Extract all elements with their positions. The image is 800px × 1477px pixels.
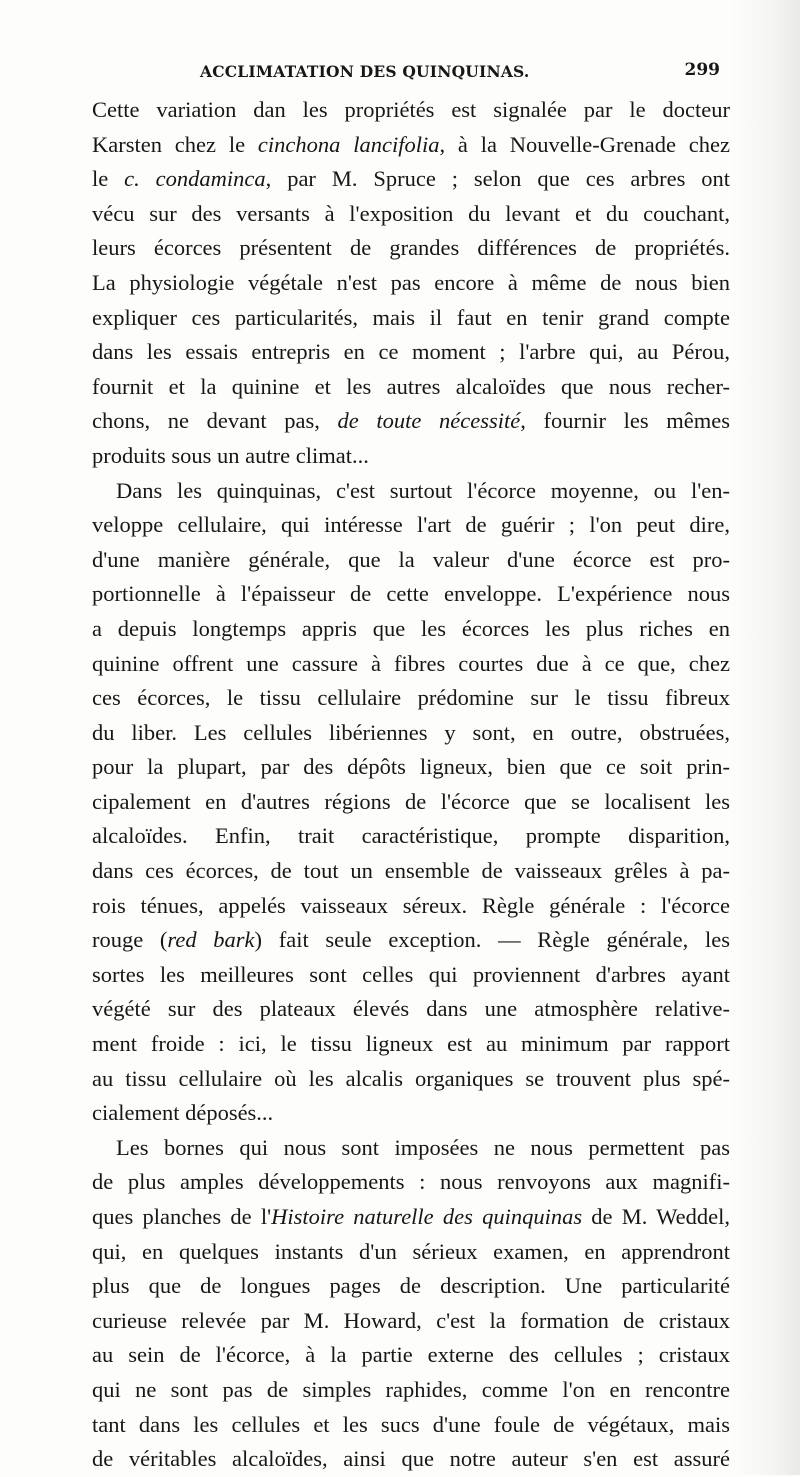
italic-text: de toute nécessité — [337, 408, 521, 434]
text-line — [92, 923, 730, 958]
line-text: Les bornes qui nous sont imposées ne nous permettent pas — [116, 1134, 730, 1160]
italic-text: c. condaminca — [124, 166, 266, 192]
text-line — [92, 1408, 730, 1443]
page-number: 299 — [684, 60, 720, 80]
line-text: le — [92, 166, 125, 192]
line-text: qui, en quelques instants d'un sérieux examen, en apprendront — [92, 1238, 730, 1264]
line-text: vécu sur des versants à l'exposition du levant et du couchant, — [92, 200, 730, 226]
line-text: veloppe cellulaire, qui intéresse l'art de guérir ; l'on peut dire, — [92, 512, 730, 538]
line-text: qui ne sont pas de simples raphides, comme l'on en rencontre — [92, 1376, 730, 1402]
italic-text: cinchona lancifolia — [257, 131, 440, 157]
line-text: rois ténues, appelés vaisseaux séreux. Règle générale : l'écorce — [92, 892, 730, 918]
line-text: au tissu cellulaire où les alcalis organiques se trouvent plus spé- — [92, 1065, 730, 1091]
line-text: leurs écorces présentent de grandes différences de propriétés. — [92, 235, 730, 261]
text-line — [92, 1096, 730, 1131]
text-line — [92, 1269, 730, 1304]
line-text: produits sous un autre climat... — [92, 442, 369, 468]
text-line — [92, 1027, 730, 1062]
text-line — [92, 1062, 730, 1097]
text-line — [92, 335, 730, 370]
line-text: curieuse relevée par M. Howard, c'est la formation de cristaux — [92, 1307, 730, 1333]
text-line — [92, 231, 730, 266]
text-line — [92, 819, 730, 854]
line-text: végété sur des plateaux élevés dans une atmosphère relative- — [92, 996, 730, 1022]
line-text: chons, ne devant pas, — [92, 408, 338, 434]
line-text: ces écorces, le tissu cellulaire prédomine sur le tissu fibreux — [92, 685, 730, 711]
line-text: d'une manière générale, que la valeur d'une écorce est pro- — [92, 546, 730, 572]
line-text: portionnelle à l'épaisseur de cette enveloppe. L'expérience nous — [92, 581, 730, 607]
text-line — [92, 404, 730, 439]
line-text: sortes les meilleures sont celles qui proviennent d'arbres ayant — [92, 961, 730, 987]
line-text: de véritables alcaloïdes, ainsi que notre auteur s'en est assuré — [92, 1446, 730, 1472]
text-line — [92, 93, 730, 128]
text-line — [92, 1200, 730, 1235]
line-text: Karsten chez le — [92, 131, 258, 157]
text-line — [92, 1131, 730, 1166]
text-line — [92, 992, 730, 1027]
text-line — [92, 197, 730, 232]
text-line — [92, 543, 730, 578]
line-text: du liber. Les cellules libériennes y sont, en outre, obstruées, — [92, 719, 730, 745]
line-text: quinine offrent une cassure à fibres courtes due à ce que, chez — [92, 650, 730, 676]
line-text: cipalement en d'autres régions de l'écorce que se localisent les — [92, 788, 730, 814]
text-line — [92, 1442, 730, 1477]
text-line — [92, 716, 730, 751]
line-text: Cette variation dan les propriétés est signalée par le docteur — [92, 97, 730, 122]
text-line — [92, 128, 730, 163]
line-text: cialement déposés... — [92, 1100, 274, 1126]
line-text: tant dans les cellules et les sucs d'une foule de végétaux, mais — [92, 1411, 730, 1437]
line-text: plus que de longues pages de description. Une particularité — [92, 1273, 730, 1299]
italic-text: red bark — [167, 927, 255, 953]
line-text: dans les essais entrepris en ce moment ; l'arbre qui, au Pérou, — [92, 339, 730, 365]
italic-text: Histoire naturelle des quinquinas — [271, 1204, 583, 1229]
line-text: de M. Weddel, — [582, 1204, 730, 1229]
text-line — [92, 1338, 730, 1373]
line-text: , fournir les mêmes — [520, 408, 730, 434]
line-text: au sein de l'écorce, à la partie externe des cellules ; cristaux — [92, 1342, 730, 1368]
text-line — [92, 750, 730, 785]
text-line — [92, 577, 730, 612]
line-text: , à la Nouvelle-Grenade chez — [439, 131, 730, 157]
text-line — [92, 1304, 730, 1339]
line-text: ) fait seule exception. — Règle générale, les — [254, 927, 730, 953]
line-text: Dans les quinquinas, c'est surtout l'écorce moyenne, ou l'en- — [116, 477, 730, 503]
line-text: alcaloïdes. Enfin, trait caractéristique, prompte disparition, — [92, 823, 730, 849]
text-line — [92, 439, 730, 474]
line-text: expliquer ces particularités, mais il faut en tenir grand compte — [92, 304, 730, 330]
line-text: pour la plupart, par des dépôts ligneux, bien que ce soit prin- — [92, 754, 730, 780]
text-line — [92, 162, 730, 197]
text-line — [92, 1235, 730, 1270]
text-line — [92, 647, 730, 682]
running-title: ACCLIMATATION DES QUINQUINAS. — [200, 62, 530, 81]
line-text: ment froide : ici, le tissu ligneux est au minimum par rapport — [92, 1031, 730, 1057]
line-text: rouge ( — [92, 927, 168, 953]
line-text: a depuis longtemps appris que les écorces les plus riches en — [92, 615, 730, 641]
text-line — [92, 785, 730, 820]
line-text: ques planches de l' — [92, 1204, 272, 1229]
line-text: , par M. Spruce ; selon que ces arbres ont — [265, 166, 730, 192]
text-line — [92, 1165, 730, 1200]
line-text: dans ces écorces, de tout un ensemble de vaisseaux grêles à pa- — [92, 858, 730, 884]
line-text: fournit et la quinine et les autres alcaloïdes que nous recher- — [92, 373, 730, 399]
text-line — [92, 370, 730, 405]
page-gutter-shadow — [730, 0, 800, 1475]
text-line — [92, 1373, 730, 1408]
text-line — [92, 301, 730, 336]
text-line — [92, 889, 730, 924]
text-line — [92, 474, 730, 509]
line-text: de plus amples développements : nous renvoyons aux magnifi- — [92, 1169, 730, 1195]
text-line — [92, 958, 730, 993]
running-header — [100, 62, 720, 84]
line-text: La physiologie végétale n'est pas encore à même de nous bien — [92, 269, 730, 295]
body-text — [92, 93, 730, 1477]
text-line — [92, 612, 730, 647]
text-line — [92, 266, 730, 301]
text-line — [92, 508, 730, 543]
text-line — [92, 681, 730, 716]
text-line — [92, 854, 730, 889]
